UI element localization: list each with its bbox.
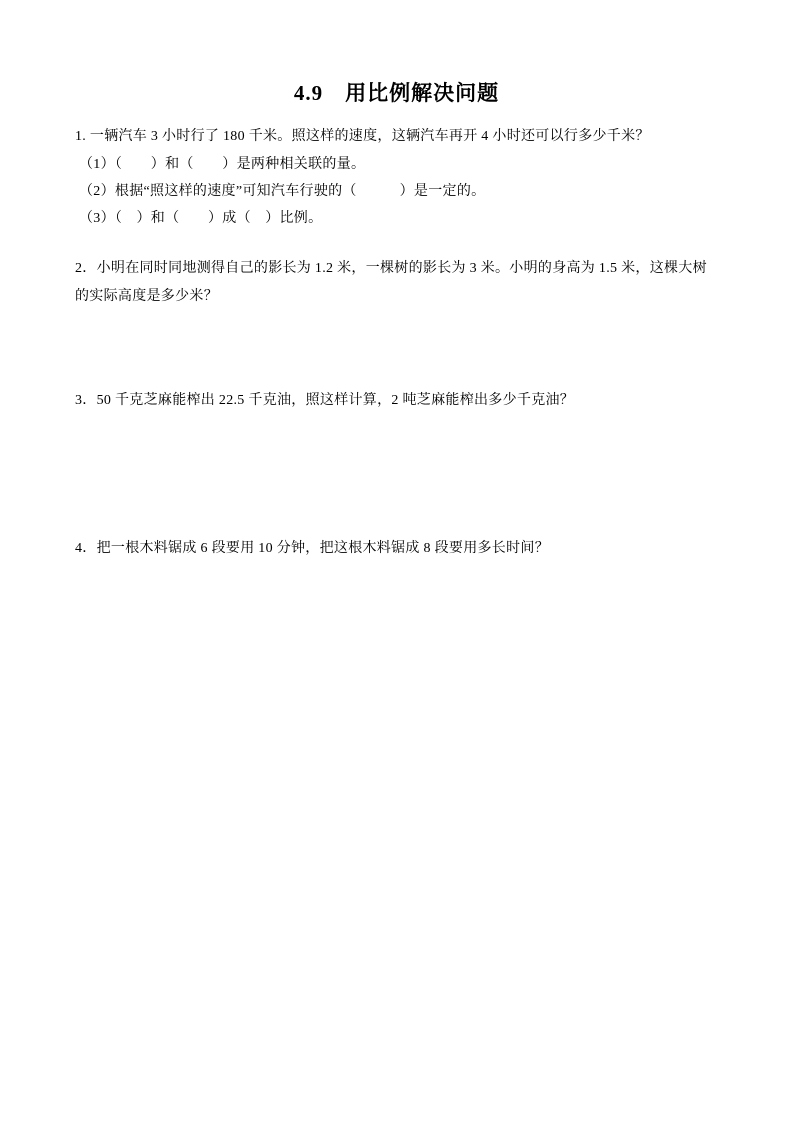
- question-1-stem: 1. 一辆汽车 3 小时行了 180 千米。照这样的速度，这辆汽车再开 4 小时还可以行多少千米？: [75, 129, 650, 144]
- worksheet-title: 4.9 用比例解决问题: [293, 81, 500, 105]
- question-1-part-3: （3）（ ）和（ ）成（ ）比例。: [79, 211, 323, 226]
- question-2-stem: 2．小明在同时同地测得自己的影长为 1.2 米，一棵树的影长为 3 米。小明的身高为 1.5 米，这棵大树的实际高度是多少米？: [75, 261, 707, 304]
- question-1-part-2: （2）根据“照这样的速度”可知汽车行驶的（ ）是一定的。: [79, 184, 486, 199]
- question-4-stem: 4．把一根木料锯成 6 段要用 10 分钟，把这根木料锯成 8 段要用多长时间？: [75, 541, 549, 556]
- question-3-stem: 3．50 千克芝麻能榨出 22.5 千克油，照这样计算，2 吨芝麻能榨出多少千克油？: [75, 393, 575, 408]
- question-1-part-1: （1）（ ）和（ ）是两种相关联的量。: [79, 157, 366, 172]
